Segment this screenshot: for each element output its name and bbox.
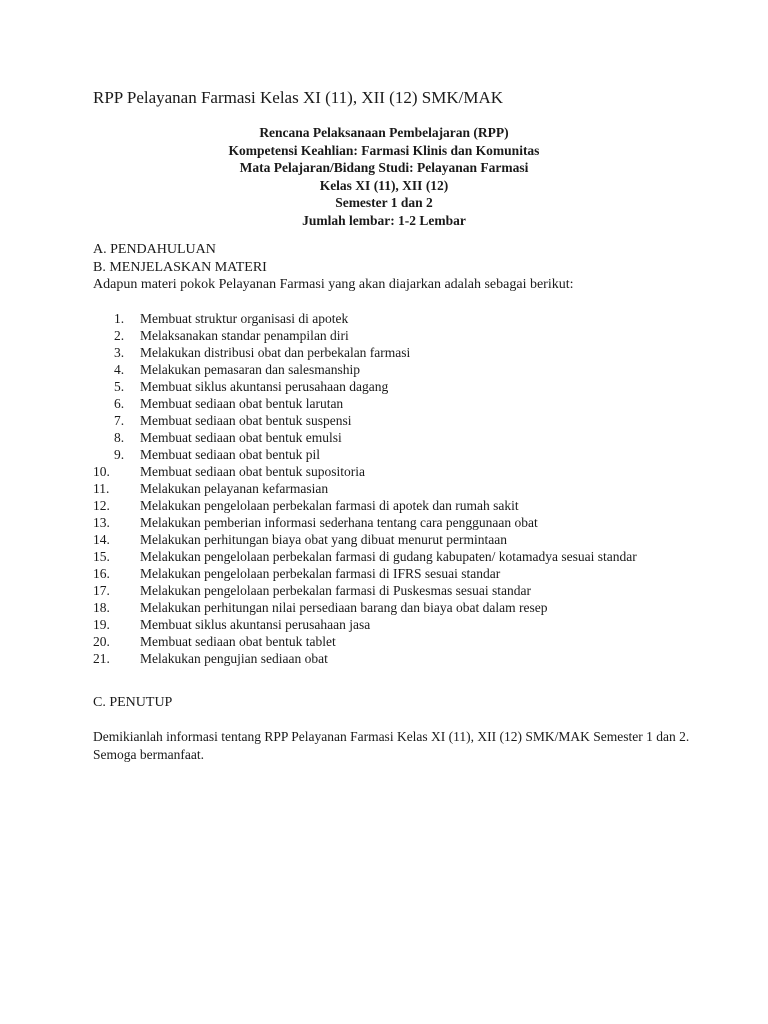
header-line-subject: Mata Pelajaran/Bidang Studi: Pelayanan Farmasi (239, 160, 529, 176)
list-item (93, 582, 693, 599)
list-item-number: 10. (93, 464, 110, 479)
list-item (93, 497, 693, 514)
list-item (93, 463, 693, 480)
list-item-number: 12. (93, 498, 110, 513)
list-item-number: 13. (93, 515, 110, 530)
list-item (93, 633, 693, 650)
list-item-text: Melakukan perhitungan nilai persediaan barang dan biaya obat dalam resep (140, 600, 548, 615)
list-item-text: Membuat siklus akuntansi perusahaan dagang (140, 379, 389, 394)
list-item (93, 650, 693, 667)
rpp-header-block (0, 124, 768, 230)
section-c-heading: C. PENUTUP (93, 695, 173, 710)
list-item-number: 18. (93, 600, 110, 615)
list-item-number: 16. (93, 566, 110, 581)
list-item-text: Melakukan pemberian informasi sederhana tentang cara penggunaan obat (140, 515, 538, 530)
list-item-text: Melakukan pengelolaan perbekalan farmasi di Puskesmas sesuai standar (140, 583, 531, 598)
list-item-text: Melakukan pengelolaan perbekalan farmasi di IFRS sesuai standar (140, 566, 501, 581)
material-list (93, 310, 693, 667)
list-item-number: 4. (114, 362, 125, 377)
list-item (93, 565, 693, 582)
header-line-competency: Kompetensi Keahlian: Farmasi Klinis dan Komunitas (228, 142, 540, 158)
list-item-text: Melakukan distribusi obat dan perbekalan farmasi (140, 345, 411, 360)
list-item (93, 599, 693, 616)
closing-paragraph: Demikianlah informasi tentang RPP Pelayanan Farmasi Kelas XI (11), XII (12) SMK/MAK Semester 1 dan 2. Semoga bermanfaat. (93, 729, 690, 762)
list-item-text: Melakukan pengujian sediaan obat (140, 651, 328, 666)
list-item (93, 429, 693, 446)
list-item (93, 616, 693, 633)
list-item-number: 21. (93, 651, 110, 666)
list-item-number: 3. (114, 345, 125, 360)
list-item-text: Melakukan perhitungan biaya obat yang dibuat menurut permintaan (140, 532, 508, 547)
list-item (93, 548, 693, 565)
section-headings (93, 241, 574, 294)
list-item-number: 6. (114, 396, 125, 411)
intro-text: Adapun materi pokok Pelayanan Farmasi yang akan diajarkan adalah sebagai berikut: (93, 277, 574, 292)
list-item-text: Melakukan pengelolaan perbekalan farmasi di apotek dan rumah sakit (140, 498, 519, 513)
list-item (93, 480, 693, 497)
list-item-number: 11. (93, 481, 110, 496)
list-item-number: 15. (93, 549, 110, 564)
list-item (93, 310, 693, 327)
list-item (93, 378, 693, 395)
list-item-text: Membuat sediaan obat bentuk larutan (140, 396, 344, 411)
list-item-text: Membuat siklus akuntansi perusahaan jasa (140, 617, 371, 632)
list-item-number: 1. (114, 311, 125, 326)
header-line-class: Kelas XI (11), XII (12) (319, 177, 449, 193)
list-item (93, 412, 693, 429)
header-line-plan: Rencana Pelaksanaan Pembelajaran (RPP) (259, 125, 509, 140)
list-item-text: Membuat sediaan obat bentuk supositoria (140, 464, 365, 479)
list-item-text: Melakukan pemasaran dan salesmanship (140, 362, 361, 377)
header-line-semester: Semester 1 dan 2 (335, 195, 433, 211)
document-title: RPP Pelayanan Farmasi Kelas XI (11), XII (12) SMK/MAK (93, 88, 503, 107)
list-item-text: Membuat sediaan obat bentuk emulsi (140, 430, 342, 445)
section-a-heading: A. PENDAHULUAN (93, 242, 216, 257)
list-item-number: 9. (114, 447, 125, 462)
list-item-text: Melakukan pengelolaan perbekalan farmasi di gudang kabupaten/ kotamadya sesuai standar (140, 549, 637, 564)
list-item (93, 395, 693, 412)
list-item-text: Membuat sediaan obat bentuk tablet (140, 634, 336, 649)
list-item (93, 361, 693, 378)
list-item-number: 7. (114, 413, 125, 428)
list-item-text: Membuat struktur organisasi di apotek (140, 311, 349, 326)
list-item-text: Melakukan pelayanan kefarmasian (140, 481, 329, 496)
list-item-number: 17. (93, 583, 110, 598)
list-item-number: 19. (93, 617, 110, 632)
list-item (93, 514, 693, 531)
list-item (93, 344, 693, 361)
list-item-text: Membuat sediaan obat bentuk suspensi (140, 413, 352, 428)
list-item (93, 531, 693, 548)
list-item-number: 2. (114, 328, 125, 343)
list-item-number: 14. (93, 532, 110, 547)
list-item-number: 5. (114, 379, 125, 394)
list-item-text: Melaksanakan standar penampilan diri (140, 328, 349, 343)
header-line-sheets: Jumlah lembar: 1-2 Lembar (302, 212, 466, 228)
list-item (93, 446, 693, 463)
section-b-heading: B. MENJELASKAN MATERI (93, 259, 267, 275)
list-item (93, 327, 693, 344)
list-item-number: 20. (93, 634, 110, 649)
list-item-text: Membuat sediaan obat bentuk pil (140, 447, 320, 462)
list-item-number: 8. (114, 430, 125, 445)
